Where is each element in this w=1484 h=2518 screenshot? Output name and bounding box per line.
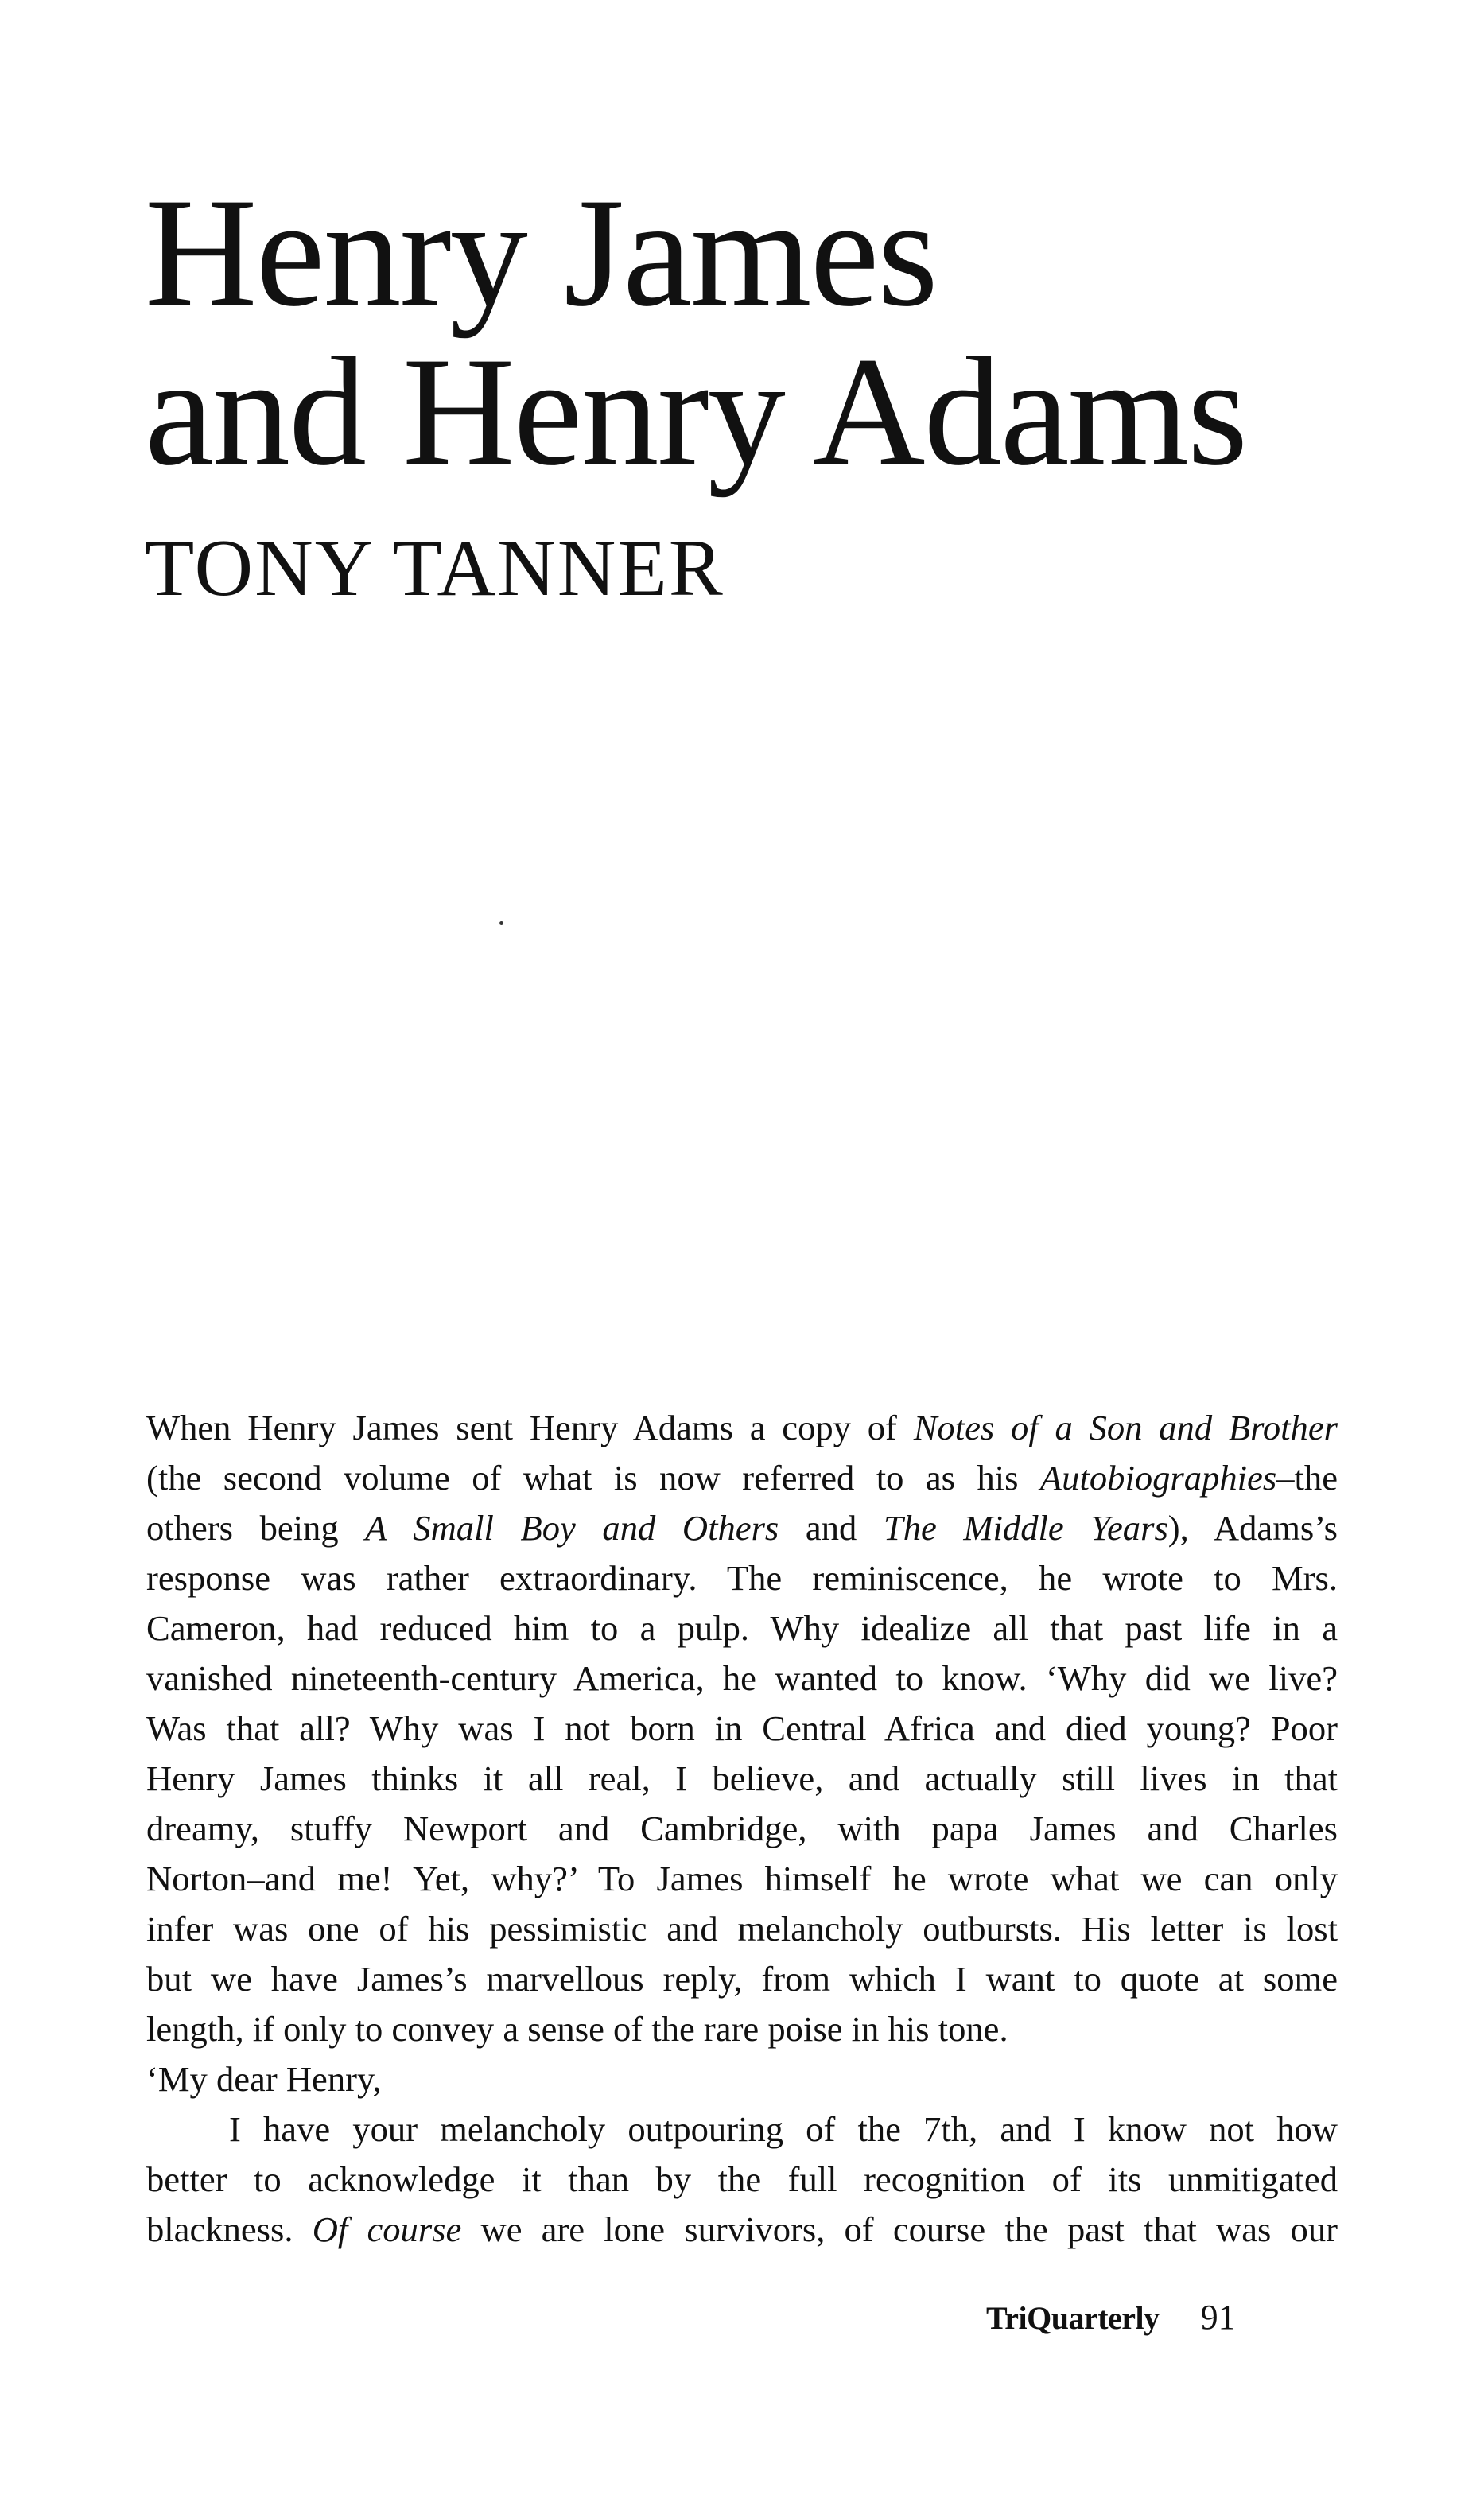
body-text-line: infer was one of his pessimistic and melancholy outbursts. His letter is lost [146,1909,1338,1949]
body-text-line: When Henry James sent Henry Adams a copy of Notes of a Son and Brother [146,1408,1338,1447]
italic-title: The Middle Years [883,1508,1168,1548]
body-text-line: dreamy, stuffy Newport and Cambridge, with papa James and Charles [146,1809,1338,1848]
article-author: TONY TANNER [145,523,725,613]
italic-title: Autobiographies [1039,1458,1277,1498]
article-body [146,1403,1338,2255]
page-footer [986,2297,1236,2337]
body-text-line: Was that all? Why was I not born in Central Africa and died young? Poor [146,1708,1338,1748]
body-text-line: I have your melancholy outpouring of the 7th, and I know not how [229,2109,1338,2149]
body-text-line: ‘My dear Henry, [146,2059,382,2099]
journal-name: TriQuarterly [986,2300,1160,2336]
italic-title: Of course [312,2209,462,2249]
body-text-line: others being A Small Boy and Others and The Middle Years), Adams’s [146,1508,1338,1548]
italic-title: Notes of a Son and Brother [913,1408,1338,1447]
body-text-line: (the second volume of what is now referred to as his Autobiographies–the [146,1458,1338,1498]
article-title-line-1: Henry James [145,166,937,339]
body-text-line: blackness. Of course we are lone survivors, of course the past that was our [146,2209,1338,2249]
article-title-line-2: and Henry Adams [145,325,1247,498]
italic-title: A Small Boy and Others [365,1508,779,1548]
body-text-line: better to acknowledge it than by the full recognition of its unmitigated [146,2159,1338,2199]
body-text-line: length, if only to convey a sense of the rare poise in his tone. [146,2009,1008,2049]
article-header [145,166,1247,613]
print-speck [499,921,503,925]
body-text-line: Cameron, had reduced him to a pulp. Why idealize all that past life in a [146,1608,1338,1648]
body-text-line: vanished nineteenth-century America, he wanted to know. ‘Why did we live? [146,1658,1338,1698]
body-text-line: Norton–and me! Yet, why?’ To James himself he wrote what we can only [146,1859,1338,1898]
body-text-line: Henry James thinks it all real, I believe, and actually still lives in that [146,1758,1338,1798]
body-text-line: response was rather extraordinary. The reminiscence, he wrote to Mrs. [146,1558,1338,1598]
page-number: 91 [1200,2298,1236,2337]
body-text-line: but we have James’s marvellous reply, from which I want to quote at some [146,1959,1338,1999]
